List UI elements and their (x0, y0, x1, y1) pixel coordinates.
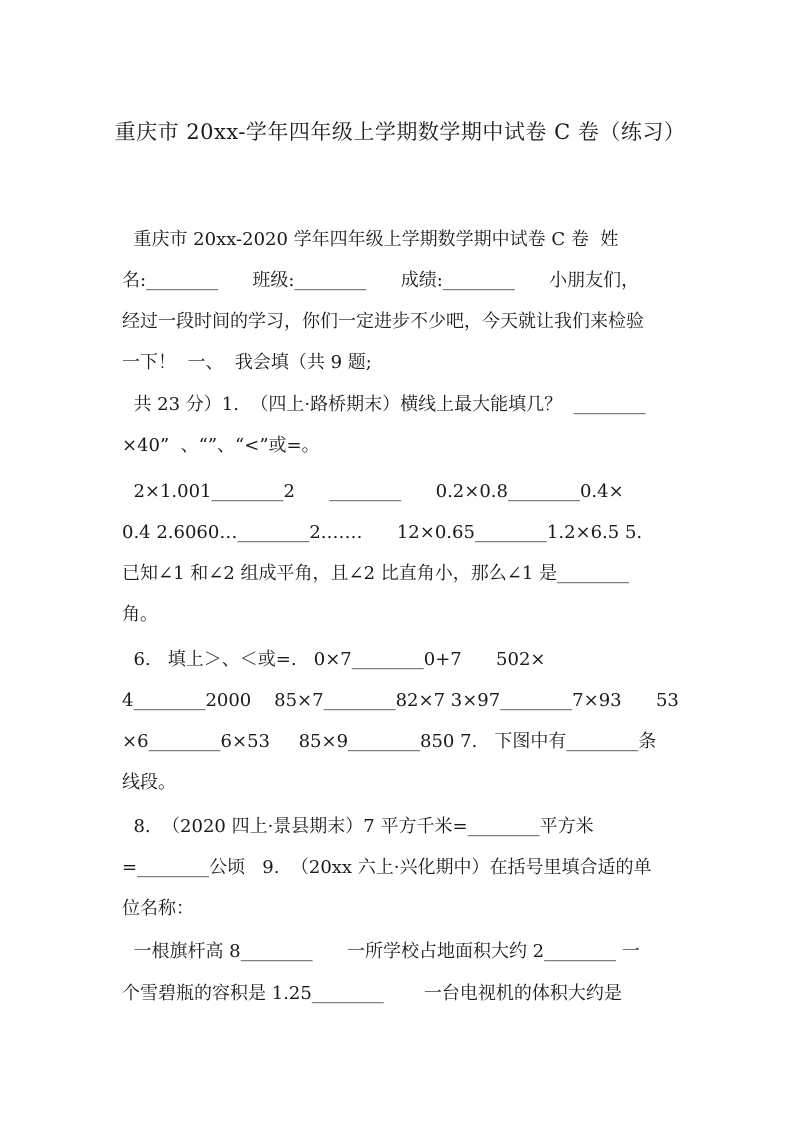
text-line: 已知∠1 和∠2 组成平角，且∠2 比直角小，那么∠1 是________ (122, 563, 630, 584)
text-line: 2×1.001________2 ________ 0.2×0.8________0.4× (122, 481, 624, 502)
text-line: 6. 填上＞、＜或=. 0×7________0+7 502× (122, 649, 546, 670)
text-line: 角。 (122, 604, 158, 625)
text-line: 一下！ 一、 我会填（共 9 题; (122, 352, 372, 373)
text-line: 8. （2020 四上·景县期末）7 平方千米=________平方米 (122, 816, 594, 837)
text-line: 一根旗杆高 8________ 一所学校占地面积大约 2________ 一 (122, 941, 640, 962)
text-line: 重庆市 20xx-2020 学年四年级上学期数学期中试卷 C 卷 姓 (122, 229, 619, 250)
text-line: 0.4 2.6060…________2.…… 12×0.65________1.2×6.5 5. (122, 522, 643, 543)
text-line: 经过一段时间的学习，你们一定进步不少吧，今天就让我们来检验 (122, 311, 644, 332)
text-line: 4________2000 85×7________82×7 3×97________7×93 53 (122, 690, 679, 711)
text-line: 共 23 分）1. （四上·路桥期末）横线上最大能填几？ ________ (122, 394, 646, 415)
text-line: =________公顷 9. （20xx 六上·兴化期中）在括号里填合适的单 (122, 857, 652, 878)
text-line: ×6________6×53 85×9________850 7. 下图中有________条 (122, 731, 657, 752)
document-title: 重庆市 20xx-学年四年级上学期数学期中试卷 C 卷（练习） (114, 120, 686, 144)
text-line: 线段。 (122, 772, 176, 793)
text-line: ×40” 、“”、“<”或=。 (122, 435, 320, 456)
text-line: 名:________ 班级:________ 成绩:________ 小朋友们， (122, 270, 640, 291)
text-line: 个雪碧瓶的容积是 1.25________ 一台电视机的体积大约是 (122, 983, 622, 1004)
text-line: 位名称： (122, 898, 194, 919)
